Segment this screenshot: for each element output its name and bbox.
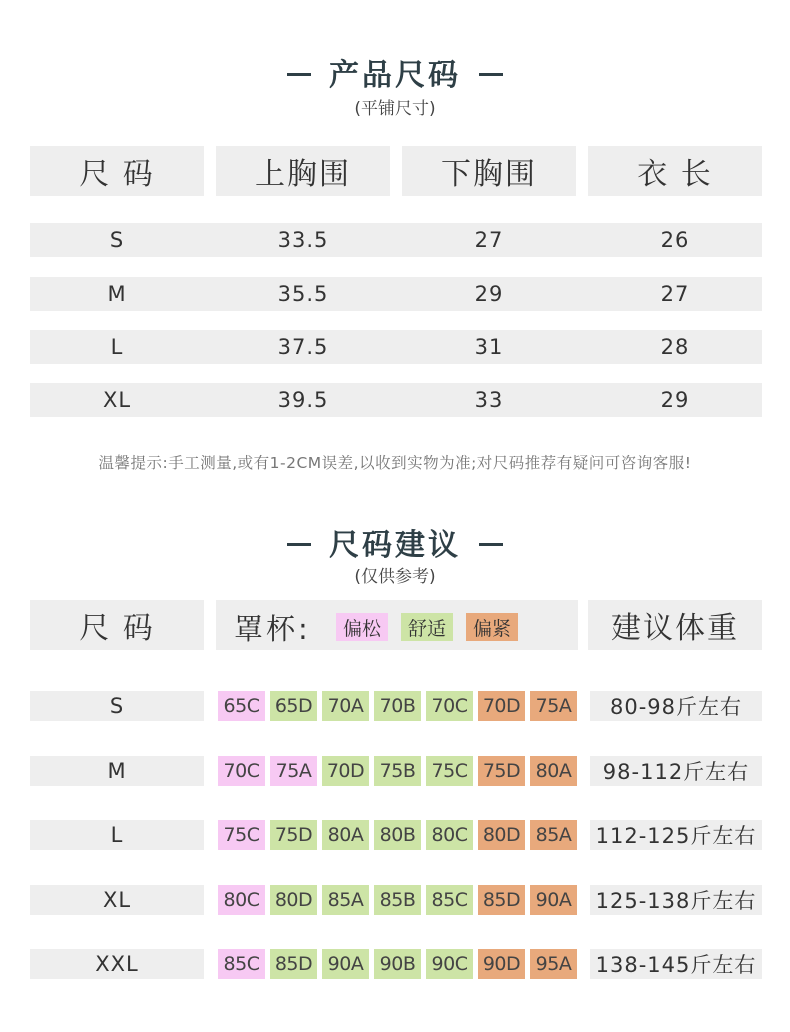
header-length: 衣 长 <box>588 146 762 196</box>
cell-size: L <box>110 335 124 359</box>
table-row <box>30 330 762 364</box>
advice-weight: 98-112斤左右 <box>590 756 762 786</box>
size-section-title <box>0 50 790 94</box>
cup-chip: 85C <box>218 949 265 979</box>
header-upper-bust: 上胸围 <box>216 146 390 196</box>
title-dash-right <box>479 73 503 76</box>
cup-chip: 75D <box>270 820 317 850</box>
cup-chip: 75A <box>530 691 577 721</box>
cup-chip: 85A <box>530 820 577 850</box>
cup-chip: 70D <box>478 691 525 721</box>
legend-tight: 偏紧 <box>466 613 518 641</box>
header-under-bust: 下胸围 <box>402 146 576 196</box>
cup-chip: 85D <box>478 885 525 915</box>
cup-chip: 90B <box>374 949 421 979</box>
cup-chip: 75D <box>478 756 525 786</box>
cell-size: M <box>107 282 127 306</box>
cup-chip: 80B <box>374 820 421 850</box>
cup-chip: 75C <box>218 820 265 850</box>
advice-size: L <box>30 820 204 850</box>
cell-upper-bust: 39.5 <box>277 388 329 412</box>
advice-header-weight: 建议体重 <box>588 600 762 650</box>
cup-chip: 65C <box>218 691 265 721</box>
legend-loose: 偏松 <box>336 613 388 641</box>
cup-chip: 90A <box>530 885 577 915</box>
measurement-note: 温馨提示:手工测量,或有1-2CM误差,以收到实物为准;对尺码推荐有疑问可咨询客服! <box>98 454 692 472</box>
cup-chip: 80D <box>270 885 317 915</box>
size-section-title-text: 产品尺码 <box>329 58 461 93</box>
cup-chip: 70D <box>322 756 369 786</box>
cup-chip: 85A <box>322 885 369 915</box>
advice-weight: 125-138斤左右 <box>590 885 762 915</box>
cup-chip: 75A <box>270 756 317 786</box>
advice-weight: 112-125斤左右 <box>590 820 762 850</box>
cup-chip: 75C <box>426 756 473 786</box>
table-row <box>30 383 762 417</box>
cup-chip: 95A <box>530 949 577 979</box>
advice-size: S <box>30 691 204 721</box>
cup-chip: 90A <box>322 949 369 979</box>
cup-chip: 70C <box>218 756 265 786</box>
cup-chip: 70B <box>374 691 421 721</box>
cell-under-bust: 33 <box>474 388 504 412</box>
advice-section-title <box>0 520 790 564</box>
cup-chip: 85D <box>270 949 317 979</box>
cup-label: 罩杯: <box>234 612 311 646</box>
cup-chip: 80C <box>218 885 265 915</box>
table-row <box>30 223 762 257</box>
cell-under-bust: 27 <box>474 228 504 252</box>
header-size: 尺 码 <box>30 146 204 196</box>
cup-chip: 85C <box>426 885 473 915</box>
title-dash-left <box>287 543 311 546</box>
cell-upper-bust: 33.5 <box>277 228 329 252</box>
cell-under-bust: 29 <box>474 282 504 306</box>
cup-chip: 80D <box>478 820 525 850</box>
cup-chip: 65D <box>270 691 317 721</box>
cell-size: S <box>109 228 125 252</box>
advice-section-subtitle: (仅供参考) <box>354 567 436 587</box>
size-section-subtitle: (平铺尺寸) <box>354 99 436 119</box>
cup-chip: 80A <box>530 756 577 786</box>
table-row <box>30 277 762 311</box>
advice-weight: 138-145斤左右 <box>590 949 762 979</box>
cell-length: 29 <box>660 388 690 412</box>
cell-under-bust: 31 <box>474 335 504 359</box>
cup-chip: 80C <box>426 820 473 850</box>
cell-length: 28 <box>660 335 690 359</box>
cell-length: 27 <box>660 282 690 306</box>
cup-chip: 85B <box>374 885 421 915</box>
advice-size: XXL <box>30 949 204 979</box>
cell-length: 26 <box>660 228 690 252</box>
legend-comfortable: 舒适 <box>401 613 453 641</box>
cup-chip: 90C <box>426 949 473 979</box>
cup-chip: 90D <box>478 949 525 979</box>
cell-size: XL <box>102 388 132 412</box>
cup-chip: 80A <box>322 820 369 850</box>
cell-upper-bust: 37.5 <box>277 335 329 359</box>
advice-size: XL <box>30 885 204 915</box>
title-dash-right <box>479 543 503 546</box>
cup-chip: 70A <box>322 691 369 721</box>
advice-header-cup <box>216 600 578 650</box>
cell-upper-bust: 35.5 <box>277 282 329 306</box>
advice-weight: 80-98斤左右 <box>590 691 762 721</box>
title-dash-left <box>287 73 311 76</box>
cup-chip: 75B <box>374 756 421 786</box>
advice-header-size: 尺 码 <box>30 600 204 650</box>
advice-section-title-text: 尺码建议 <box>329 528 461 563</box>
advice-size: M <box>30 756 204 786</box>
cup-chip: 70C <box>426 691 473 721</box>
